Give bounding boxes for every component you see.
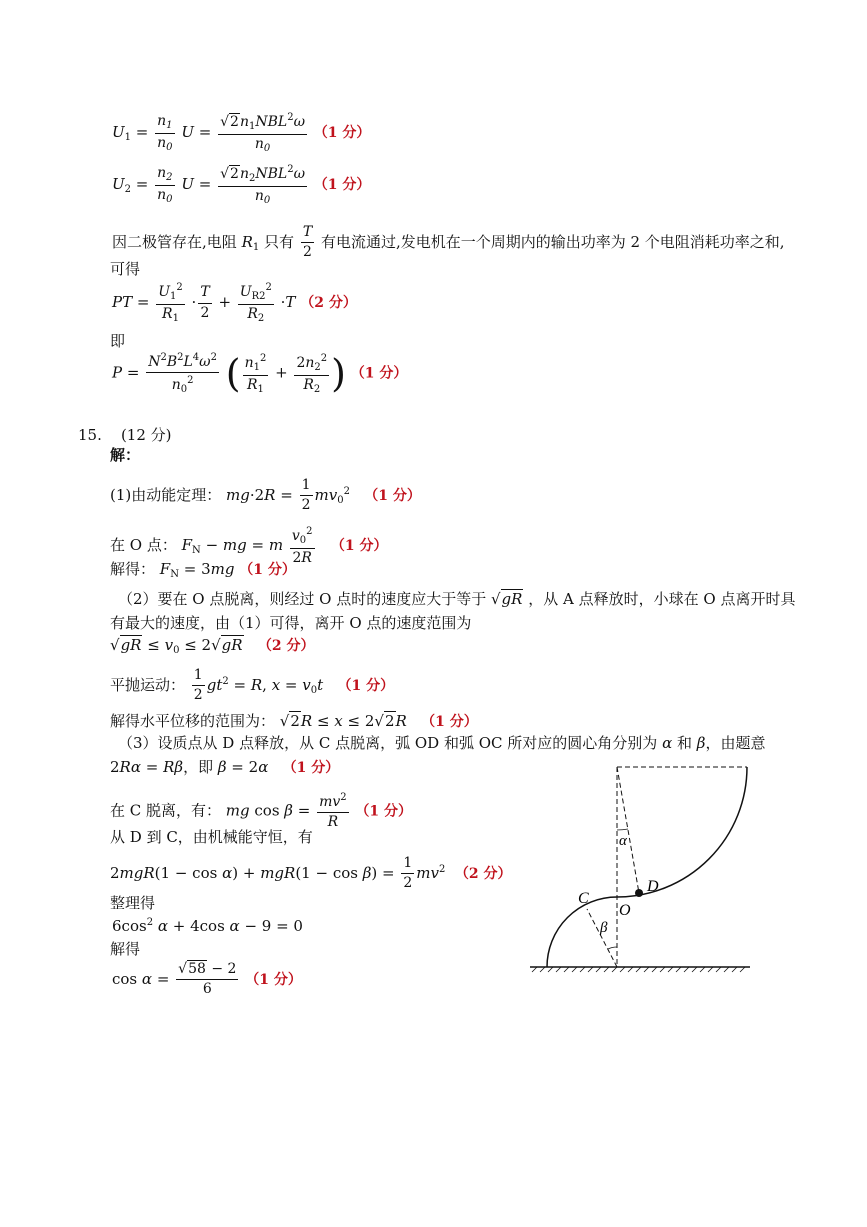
part3-zhengli: 整理得 [110, 894, 156, 912]
eq-p: P = $\frac{N^2B^2L^4\omega^2}{n_0^2}$ ( $\frac{n_1^2}{R_1}$ + $\frac{2n_2^2}{R_2}$ ) （1 分） [112, 351, 408, 396]
jie-label: 解： [110, 446, 141, 464]
part3-result: cos α = $\frac{√58 - 2}{6}$ （1 分） [112, 961, 302, 998]
part2-line1: （2）要在 O 点脱离，则经过 O 点时的速度应大于等于 √gR ，从 A 点释放时，小球在 O 点离开时具 [118, 590, 796, 608]
label-alpha: α [619, 833, 627, 849]
part1-result: 解得： $F_N = 3mg$ （1 分） [110, 560, 296, 580]
label-beta: β [600, 920, 608, 936]
part3-dc: 从 D 到 C，由机械能守恒，有 [110, 828, 313, 846]
score-badge: （2 分） [454, 865, 512, 882]
score-badge: （1 分） [364, 487, 421, 504]
score-badge: （2 分） [300, 295, 357, 311]
part3-c-leave: 在 C 脱离，有： mg cos β = $\frac{mv^2}{R}$ （1 分） [110, 792, 413, 831]
score-badge: （1 分） [239, 562, 296, 578]
part3-jiede: 解得 [110, 940, 141, 958]
track-diagram [520, 760, 770, 980]
score-badge: （1 分） [337, 677, 395, 694]
score-badge: （1 分） [421, 714, 478, 730]
score-badge: （1 分） [355, 803, 413, 820]
label-d: D [647, 878, 659, 895]
label-o: O [619, 902, 631, 919]
ji-line: 即 [110, 332, 126, 350]
part2-line2: 有最大的速度，由（1）可得，离开 O 点的速度范围为 [110, 614, 472, 632]
question-number: 15. (12 分) [78, 426, 172, 444]
part3-quadratic: $6\cos^2$ α + 4cos α − 9 = 0 [112, 917, 303, 935]
part3-line1: （3）设质点从 D 点释放，从 C 点脱离，弧 OD 和弧 OC 所对应的圆心角分别为 α 和 β，由题意 [118, 734, 766, 752]
part3-energy: 2mgR(1 − cos α) + mgR(1 − cos β) = $\frac{1}{2}$ $mv^2$ （2 分） [110, 855, 512, 892]
score-badge: （1 分） [350, 365, 408, 382]
score-badge: （1 分） [282, 760, 340, 776]
part2-xrange: 解得水平位移的范围为： √2R ≤ x ≤ 2√2R （1 分） [110, 712, 478, 730]
part1-energy: (1)由动能定理： mg·2R = $\frac{1}{2}$ $mv_0^2$ （1 分） [110, 477, 421, 514]
eq-pt: PT = $\frac{U_1^2}{R_1}$ · $\frac{T}{2}$ + $\frac{U_{R2}^2}{R_2}$ ·T （2 分） [112, 282, 357, 324]
eq-u1: $U_1$ = $\frac{n_1}{n_0}$ U = $\frac{√2n_1NBL^2\omega}{n_0}$ （1 分） [112, 112, 371, 154]
kede-line: 可得 [110, 260, 141, 278]
score-badge: （2 分） [257, 638, 315, 654]
diode-note: 因二极管存在,电阻 $R_1$ 只有 $\frac{T}{2}$ 有电流通过,发电机在一个周期内的输出功率为 2 个电阻消耗功率之和, [112, 224, 785, 261]
part3-angle-rel: 2Rα = Rβ，即 β = 2α （1 分） [110, 758, 340, 776]
part2-throw: 平抛运动： $\frac{1}{2}$ $gt^2 = R$, $x = v_0t$ （1 分） [110, 667, 395, 704]
part1-o-point: 在 O 点： $F_N$ − mg = m $\frac{v_0^2}{2R}$ （1 分） [110, 526, 388, 566]
score-badge: （1 分） [245, 971, 302, 988]
score-badge: （1 分） [313, 177, 371, 193]
label-c: C [578, 890, 589, 907]
score-badge: （1 分） [330, 538, 388, 555]
score-badge: （1 分） [313, 125, 371, 141]
part2-range: $√gR \le v_0 \le 2√gR$ （2 分） [110, 636, 315, 656]
eq-u2: $U_2$ = $\frac{n_2}{n_0}$ U = $\frac{√2n_2NBL^2\omega}{n_0}$ （1 分） [112, 164, 371, 206]
